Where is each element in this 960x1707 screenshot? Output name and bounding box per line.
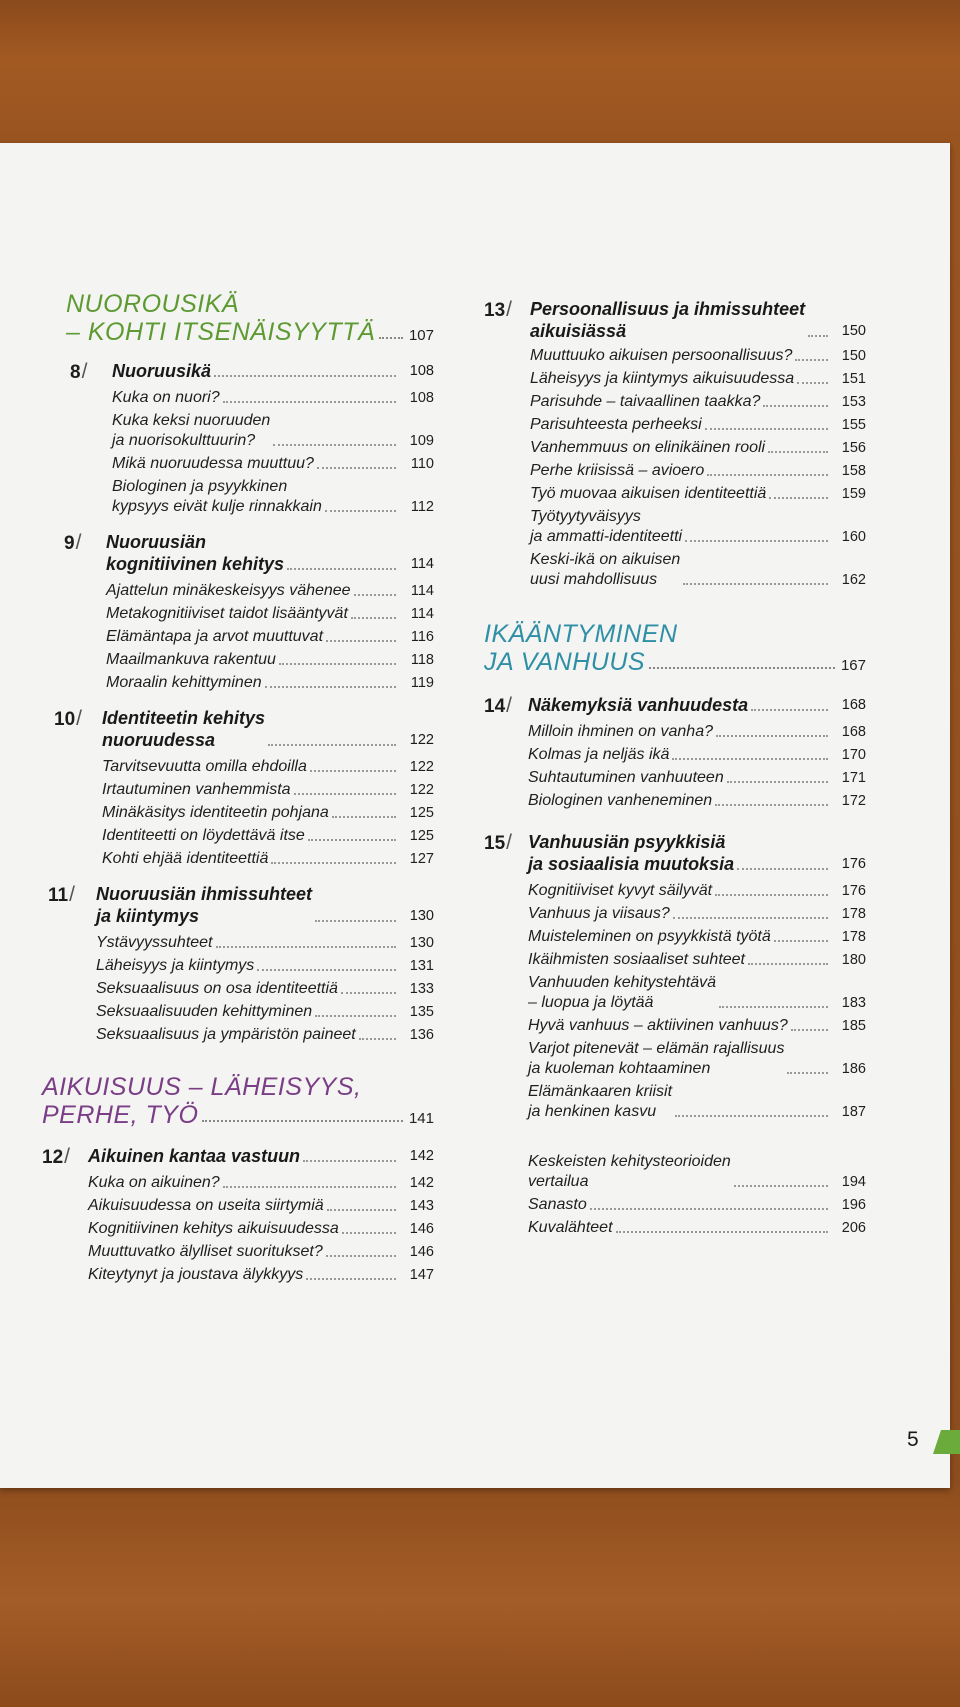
- chapter-title-row[interactable]: [528, 831, 866, 875]
- toc-entry[interactable]: Suhtautuminen vanhuuteen 171: [528, 769, 866, 786]
- page-ref: 114: [410, 556, 434, 572]
- toc-entry[interactable]: Keskeisten kehitysteorioiden vertailua 194: [528, 1153, 866, 1190]
- chapter-number: 12/: [42, 1145, 70, 1168]
- part-title-line1: IKÄÄNTYMINEN: [484, 620, 678, 648]
- page-ref: 108: [409, 363, 434, 379]
- toc-entry[interactable]: Työ muovaa aikuisen identiteettiä 159: [530, 485, 866, 502]
- part-heading-nuoruusika: [66, 290, 434, 346]
- dot-leader: [214, 375, 396, 377]
- chapter-title-row[interactable]: [96, 883, 434, 927]
- toc-entry[interactable]: Työtyytyväisyys ja ammatti-identiteetti 160: [530, 508, 866, 545]
- chapter-14: [484, 694, 866, 811]
- dot-leader: [268, 744, 396, 746]
- toc-entry[interactable]: Kuka on aikuinen? 142: [88, 1174, 434, 1191]
- page-ref: 176: [841, 856, 866, 872]
- chapter-entries: [106, 581, 434, 693]
- page-ref: 142: [409, 1148, 434, 1164]
- chapter-number: 8/: [70, 360, 88, 383]
- toc-entry[interactable]: Maailmankuva rakentuu 118: [106, 651, 434, 668]
- page-ref: 141: [408, 1110, 434, 1127]
- page-ref: 107: [408, 327, 434, 344]
- dot-leader: [808, 335, 828, 337]
- page-ref: 167: [840, 657, 866, 674]
- toc-entry[interactable]: Hyvä vanhuus – aktiivinen vanhuus? 185: [528, 1017, 866, 1034]
- toc-entry[interactable]: Kohti ehjää identiteettiä 127: [102, 850, 434, 867]
- toc-entry[interactable]: Ajattelun minäkeskeisyys vähenee 114: [106, 582, 434, 599]
- toc-entry[interactable]: Kognitiiviset kyvyt säilyvät 176: [528, 882, 866, 899]
- toc-entry[interactable]: Metakognitiiviset taidot lisääntyvät 114: [106, 605, 434, 622]
- book-page: [0, 143, 950, 1488]
- page-ref: 122: [409, 732, 434, 748]
- dot-leader: [287, 568, 396, 570]
- toc-entry[interactable]: Aikuisuudessa on useita siirtymiä 143: [88, 1197, 434, 1214]
- toc-entry[interactable]: Moraalin kehittyminen 119: [106, 674, 434, 691]
- toc-entry[interactable]: Identiteetti on löydettävä itse 125: [102, 827, 434, 844]
- chapter-title: Vanhuusiän psyykkisiä ja sosiaalisia muutoksia: [528, 832, 735, 874]
- chapter-entries: [530, 346, 866, 590]
- toc-entry[interactable]: Minäkäsitys identiteetin pohjana 125: [102, 804, 434, 821]
- chapter-title: Identiteetin kehitys nuoruudessa: [102, 708, 266, 750]
- chapter-title: Näkemyksiä vanhuudesta: [528, 695, 749, 715]
- chapter-title-row[interactable]: [106, 531, 434, 575]
- chapter-number: 9/: [64, 531, 82, 554]
- toc-entry[interactable]: Kuka keksi nuoruuden ja nuorisokulttuurin? 109: [112, 412, 434, 449]
- dot-leader: [202, 1120, 403, 1122]
- chapter-entries: [96, 933, 434, 1045]
- toc-entry[interactable]: Elämäntapa ja arvot muuttuvat 116: [106, 628, 434, 645]
- chapter-title: Aikuinen kantaa vastuun: [88, 1146, 301, 1166]
- chapter-number: 14/: [484, 694, 512, 717]
- chapter-number: 13/: [484, 298, 512, 321]
- dot-leader: [303, 1160, 396, 1162]
- page-ref: 168: [841, 697, 866, 713]
- chapter-11: [48, 883, 434, 1045]
- chapter-title: Nuoruusiän ihmissuhteet ja kiintymys: [96, 884, 313, 926]
- chapter-title-row[interactable]: [88, 1145, 434, 1167]
- toc-entry[interactable]: Läheisyys ja kiintymys 131: [96, 957, 434, 974]
- toc-entry[interactable]: Milloin ihminen on vanha? 168: [528, 723, 866, 740]
- toc-entry[interactable]: Kuka on nuori? 108: [112, 389, 434, 406]
- appendix-entries: [528, 1152, 866, 1238]
- chapter-title: Nuoruusiän kognitiivinen kehitys: [106, 532, 285, 574]
- toc-entry[interactable]: Muuttuuko aikuisen persoonallisuus? 150: [530, 347, 866, 364]
- dot-leader: [379, 337, 403, 339]
- toc-entry[interactable]: Kuvalähteet 206: [528, 1219, 866, 1236]
- toc-entry[interactable]: Elämänkaaren kriisit ja henkinen kasvu 187: [528, 1083, 866, 1120]
- dot-leader: [649, 667, 835, 669]
- chapter-title: Nuoruusikä: [112, 361, 212, 381]
- toc-entry[interactable]: Vanhemmuus on elinikäinen rooli 156: [530, 439, 866, 456]
- chapter-9: [64, 531, 434, 693]
- dot-leader: [751, 709, 828, 711]
- toc-entry[interactable]: Keski-ikä on aikuisen uusi mahdollisuus 162: [530, 551, 866, 588]
- chapter-title: Persoonallisuus ja ihmissuhteet aikuisiässä: [530, 299, 806, 341]
- dot-leader: [737, 868, 828, 870]
- chapter-13: [484, 298, 866, 590]
- toc-entry[interactable]: Muisteleminen on psyykkistä työtä 178: [528, 928, 866, 945]
- part-title-line1: NUOROUSIKÄ: [66, 290, 240, 318]
- chapter-title-row[interactable]: [112, 360, 434, 382]
- part-title-line1: AIKUISUUS – LÄHEISYYS,: [42, 1073, 362, 1101]
- toc-entry[interactable]: Läheisyys ja kiintymys aikuisuudessa 151: [530, 370, 866, 387]
- toc-entry[interactable]: Vanhuus ja viisaus? 178: [528, 905, 866, 922]
- chapter-entries: [528, 881, 866, 1122]
- toc-entry[interactable]: Perhe kriisissä – avioero 158: [530, 462, 866, 479]
- page-ref: 130: [409, 908, 434, 924]
- toc-entry[interactable]: Kolmas ja neljäs ikä 170: [528, 746, 866, 763]
- toc-entry[interactable]: Mikä nuoruudessa muuttuu? 110: [112, 455, 434, 472]
- toc-entry[interactable]: Seksuaalisuuden kehittyminen 135: [96, 1003, 434, 1020]
- chapter-title-row[interactable]: [528, 694, 866, 716]
- chapter-entries: [88, 1173, 434, 1285]
- part-title-line2: – KOHTI ITSENÄISYYTTÄ: [66, 318, 376, 346]
- part-title-line2: PERHE, TYÖ: [42, 1101, 199, 1129]
- toc-entry[interactable]: Vanhuuden kehitystehtävä – luopua ja löytää 183: [528, 974, 866, 1011]
- chapter-title-row[interactable]: [102, 707, 434, 751]
- toc-entry[interactable]: Seksuaalisuus on osa identiteettiä 133: [96, 980, 434, 997]
- chapter-title-row[interactable]: [530, 298, 866, 342]
- toc-entry[interactable]: Kiteytynyt ja joustava älykkyys 147: [88, 1266, 434, 1283]
- toc-entry[interactable]: Parisuhde – taivaallinen taakka? 153: [530, 393, 866, 410]
- chapter-number: 10/: [54, 707, 82, 730]
- toc-entry[interactable]: Kognitiivinen kehitys aikuisuudessa 146: [88, 1220, 434, 1237]
- toc-entry[interactable]: Sanasto 196: [528, 1196, 866, 1213]
- chapter-entries: [102, 757, 434, 869]
- toc-entry[interactable]: Ystävyyssuhteet 130: [96, 934, 434, 951]
- toc-entry[interactable]: Muuttuvatko älylliset suoritukset? 146: [88, 1243, 434, 1260]
- dot-leader: [315, 920, 396, 922]
- chapter-10: [54, 707, 434, 869]
- toc-entry[interactable]: Varjot pitenevät – elämän rajallisuus ja kuoleman kohtaaminen 186: [528, 1040, 866, 1077]
- part-title-line2: JA VANHUUS: [484, 648, 646, 676]
- chapter-entries: [112, 388, 434, 517]
- toc-entry[interactable]: Seksuaalisuus ja ympäristön paineet 136: [96, 1026, 434, 1043]
- page-ref: 150: [841, 323, 866, 339]
- toc-right-column: [484, 298, 866, 1238]
- page-number: 5: [907, 1428, 919, 1451]
- toc-entry[interactable]: Parisuhteesta perheeksi 155: [530, 416, 866, 433]
- chapter-entries: [528, 722, 866, 811]
- toc-entry[interactable]: Tarvitsevuutta omilla ehdoilla 122: [102, 758, 434, 775]
- part-heading-ikaantyminen: [484, 620, 866, 676]
- toc-entry[interactable]: Ikäihmisten sosiaaliset suhteet 180: [528, 951, 866, 968]
- chapter-number: 11/: [48, 883, 75, 906]
- chapter-number: 15/: [484, 831, 512, 854]
- toc-entry[interactable]: Irtautuminen vanhemmista 122: [102, 781, 434, 798]
- chapter-12: [42, 1145, 434, 1285]
- chapter-8: [70, 360, 434, 517]
- part-heading-aikuisuus: [42, 1073, 434, 1129]
- chapter-15: [484, 831, 866, 1122]
- toc-entry[interactable]: Biologinen vanheneminen 172: [528, 792, 866, 809]
- toc-entry[interactable]: Biologinen ja psyykkinen kypsyys eivät kulje rinnakkain 112: [112, 478, 434, 515]
- toc-left-column: [42, 290, 434, 1285]
